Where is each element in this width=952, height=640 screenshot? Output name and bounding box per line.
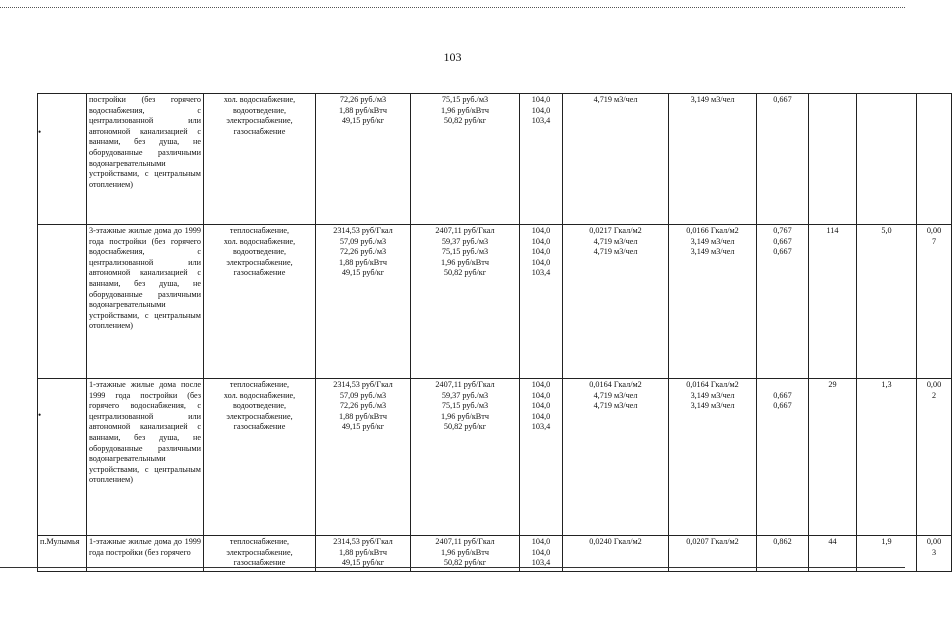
cell-line: 1,96 руб/кВтч xyxy=(441,411,489,421)
cell-line: хол. водоснабжение, xyxy=(223,236,296,246)
cell-line: 104,0 xyxy=(531,236,551,246)
table-row xyxy=(38,225,952,379)
tariff-current-cell xyxy=(411,225,520,379)
cell-line: 57,09 руб./м3 xyxy=(339,236,387,246)
cell-line: 103,4 xyxy=(531,268,551,278)
cell-line: 104,0 xyxy=(531,247,551,257)
cell-line: 0,0164 Гкал/м2 xyxy=(686,380,739,389)
cell-line: 3 xyxy=(931,547,937,557)
description-text: постройки (без горячего водоснабжения, с централизованной или автономной канализацией с ваннами, без душа, не оборудованные различными водонагревательными устройствами, с центральным отоплением) xyxy=(89,95,201,189)
cell-line: 104,0 xyxy=(531,95,551,104)
margin-dot: • xyxy=(38,410,42,420)
value-cell xyxy=(857,225,917,379)
cell-line: водоотведение, xyxy=(232,401,287,411)
cell-line: 1,96 руб/кВтч xyxy=(441,105,489,115)
cell-line: 104,0 xyxy=(531,401,551,411)
cell-line: 49,15 руб/кг xyxy=(341,558,385,568)
coefficient-cell xyxy=(757,225,809,379)
cell-line: 49,15 руб/кг xyxy=(341,268,385,278)
cell-line: 75,15 руб./м3 xyxy=(441,401,489,411)
tariff-previous-cell xyxy=(316,94,411,225)
cell-text: 5,0 xyxy=(881,226,892,235)
cell-line: 50,82 руб/кг xyxy=(443,558,487,568)
cell-text: 29 xyxy=(828,380,837,389)
cell-line: 57,09 руб./м3 xyxy=(339,390,387,400)
coefficient-cell xyxy=(757,379,809,536)
cell-line: 59,37 руб./м3 xyxy=(441,236,489,246)
cell-line xyxy=(759,380,806,391)
cell-line: 59,37 руб./м3 xyxy=(441,390,489,400)
cell-line: 104,0 xyxy=(531,411,551,421)
cell-line: 0,0164 Гкал/м2 xyxy=(589,380,642,389)
cell-line: 1,88 руб/кВтч xyxy=(339,257,387,267)
cell-line: 2407,11 руб/Гкал xyxy=(435,226,495,235)
share-cell xyxy=(917,94,952,225)
margin-dot: • xyxy=(38,127,42,137)
tariff-table xyxy=(37,93,952,572)
cell-line: 75,15 руб./м3 xyxy=(441,95,489,104)
cell-text: 44 xyxy=(828,537,837,546)
table-row xyxy=(38,379,952,536)
cell-line: 1,88 руб/кВтч xyxy=(339,411,387,421)
coefficient-cell xyxy=(757,94,809,225)
cell-line: 2314,53 руб/Гкал xyxy=(333,226,393,235)
cell-line: 72,26 руб./м3 xyxy=(339,401,387,411)
cell-line: газоснабжение xyxy=(233,558,286,568)
cell-line: 50,82 руб/кг xyxy=(443,116,487,126)
cell-line: 0,667 xyxy=(773,401,792,411)
description-text: 1-этажные жилые дома до 1999 года постройки (без горячего xyxy=(89,537,201,557)
cell-line: 4,719 м3/чел xyxy=(593,236,638,246)
index-cell xyxy=(520,379,563,536)
cell-line: 104,0 xyxy=(531,547,551,557)
page-cut-line xyxy=(0,567,905,568)
cell-line: 4,719 м3/чел xyxy=(593,247,638,257)
cell-line: 0,667 xyxy=(773,247,792,257)
cell-line: 104,0 xyxy=(531,257,551,267)
cell-text: 114 xyxy=(826,226,839,235)
cell-line: 0,00 xyxy=(926,380,942,389)
page-number: 103 xyxy=(443,50,462,64)
count-cell xyxy=(809,379,857,536)
cell-line: газоснабжение xyxy=(233,422,286,432)
count-cell xyxy=(809,225,857,379)
norm-second-cell xyxy=(669,94,757,225)
cell-line: электроснабжение, xyxy=(226,257,293,267)
cell-line: 0,667 xyxy=(773,95,792,104)
cell-line: 2407,11 руб/Гкал xyxy=(435,380,495,389)
cell-line: 0,00 xyxy=(926,537,942,546)
cell-line: 0,0217 Гкал/м2 xyxy=(589,226,642,235)
cell-line: 0,862 xyxy=(773,537,792,546)
top-scan-edge xyxy=(0,7,905,8)
cell-line: 50,82 руб/кг xyxy=(443,422,487,432)
cell-line: 104,0 xyxy=(531,380,551,389)
tariff-previous-cell xyxy=(316,225,411,379)
cell-text: 1,9 xyxy=(881,537,892,546)
cell-line: 3,149 м3/чел xyxy=(690,247,735,257)
cell-line: теплоснабжение, xyxy=(229,537,290,546)
cell-line: 104,0 xyxy=(531,537,551,546)
cell-line: 0,0207 Гкал/м2 xyxy=(686,537,739,546)
cell-line: 4,719 м3/чел xyxy=(593,95,638,104)
cell-line: 103,4 xyxy=(531,422,551,432)
cell-line: 1,88 руб/кВтч xyxy=(339,105,387,115)
location-cell xyxy=(38,225,87,379)
table-row xyxy=(38,94,952,225)
cell-line: 75,15 руб./м3 xyxy=(441,247,489,257)
cell-line: 0,00 xyxy=(926,226,942,235)
utilities-cell xyxy=(204,225,316,379)
cell-line: 0,667 xyxy=(773,390,792,400)
cell-line: 72,26 руб./м3 xyxy=(339,247,387,257)
cell-line: 72,26 руб./м3 xyxy=(339,95,387,104)
cell-line: 0,0166 Гкал/м2 xyxy=(686,226,739,235)
share-cell xyxy=(917,379,952,536)
utilities-cell xyxy=(204,94,316,225)
index-cell xyxy=(520,225,563,379)
norm-first-cell xyxy=(563,225,669,379)
value-cell xyxy=(857,94,917,225)
cell-line: газоснабжение xyxy=(233,268,286,278)
cell-line: 2314,53 руб/Гкал xyxy=(333,537,393,546)
cell-text: п.Мулымья xyxy=(40,537,80,546)
share-cell xyxy=(917,225,952,379)
cell-line: 103,4 xyxy=(531,558,551,568)
norm-second-cell xyxy=(669,379,757,536)
tariff-current-cell xyxy=(411,94,520,225)
cell-line: 2407,11 руб/Гкал xyxy=(435,537,495,546)
cell-text: 1,3 xyxy=(881,380,892,389)
cell-line: 4,719 м3/чел xyxy=(593,390,638,400)
norm-first-cell xyxy=(563,94,669,225)
description-cell xyxy=(87,225,204,379)
cell-line: 4,719 м3/чел xyxy=(593,401,638,411)
cell-line: 0,0240 Гкал/м2 xyxy=(589,537,642,546)
description-text: 1-этажные жилые дома после 1999 года постройки (без горячего водоснабжения, с централизованной или автономной канализацией с ваннами, без душа, не оборудованные различными водонагревательными устройствами, с центральным отоплением) xyxy=(89,380,201,485)
count-cell xyxy=(809,94,857,225)
cell-line: 1,88 руб/кВтч xyxy=(339,547,387,557)
cell-line: 104,0 xyxy=(531,390,551,400)
tariff-previous-cell xyxy=(316,379,411,536)
description-text: 3-этажные жилые дома до 1999 года постройки (без горячего водоснабжения, с централизованной или автономной канализацией с ваннами, без душа, не оборудованные различными водонагревательными устройствами, с центральным отоплением) xyxy=(89,226,201,331)
cell-line: газоснабжение xyxy=(233,126,286,136)
cell-line: теплоснабжение, xyxy=(229,226,290,235)
location-cell xyxy=(38,94,87,225)
cell-line: водоотведение, xyxy=(232,247,287,257)
description-cell xyxy=(87,379,204,536)
description-cell xyxy=(87,94,204,225)
norm-second-cell xyxy=(669,225,757,379)
cell-line: 2314,53 руб/Гкал xyxy=(333,380,393,389)
cell-line: 104,0 xyxy=(531,226,551,235)
share-cell xyxy=(917,536,952,572)
cell-line: 3,149 м3/чел xyxy=(690,236,735,246)
cell-line: 3,149 м3/чел xyxy=(690,95,735,104)
index-cell xyxy=(520,94,563,225)
cell-line: электроснабжение, xyxy=(226,411,293,421)
cell-line: 1,96 руб/кВтч xyxy=(441,257,489,267)
cell-line: хол. водоснабжение, xyxy=(223,390,296,400)
cell-line: 49,15 руб/кг xyxy=(341,422,385,432)
cell-line: 0,667 xyxy=(773,236,792,246)
utilities-cell xyxy=(204,379,316,536)
norm-first-cell xyxy=(563,379,669,536)
cell-line: 104,0 xyxy=(531,105,551,115)
tariff-current-cell xyxy=(411,379,520,536)
cell-line: 49,15 руб/кг xyxy=(341,116,385,126)
cell-line: 3,149 м3/чел xyxy=(690,390,735,400)
cell-line: 1,96 руб/кВтч xyxy=(441,547,489,557)
value-cell xyxy=(857,379,917,536)
cell-line: хол. водоснабжение, xyxy=(223,95,296,104)
cell-line: 7 xyxy=(931,236,937,246)
cell-line: электроснабжение, xyxy=(226,116,293,126)
cell-line: 50,82 руб/кг xyxy=(443,268,487,278)
cell-line: теплоснабжение, xyxy=(229,380,290,389)
cell-line: электроснабжение, xyxy=(226,547,293,557)
cell-line: 3,149 м3/чел xyxy=(690,401,735,411)
cell-line: водоотведение, xyxy=(232,105,287,115)
cell-line: 103,4 xyxy=(531,116,551,126)
cell-line: 2 xyxy=(931,390,937,400)
cell-line: 0,767 xyxy=(773,226,792,235)
location-cell xyxy=(38,379,87,536)
